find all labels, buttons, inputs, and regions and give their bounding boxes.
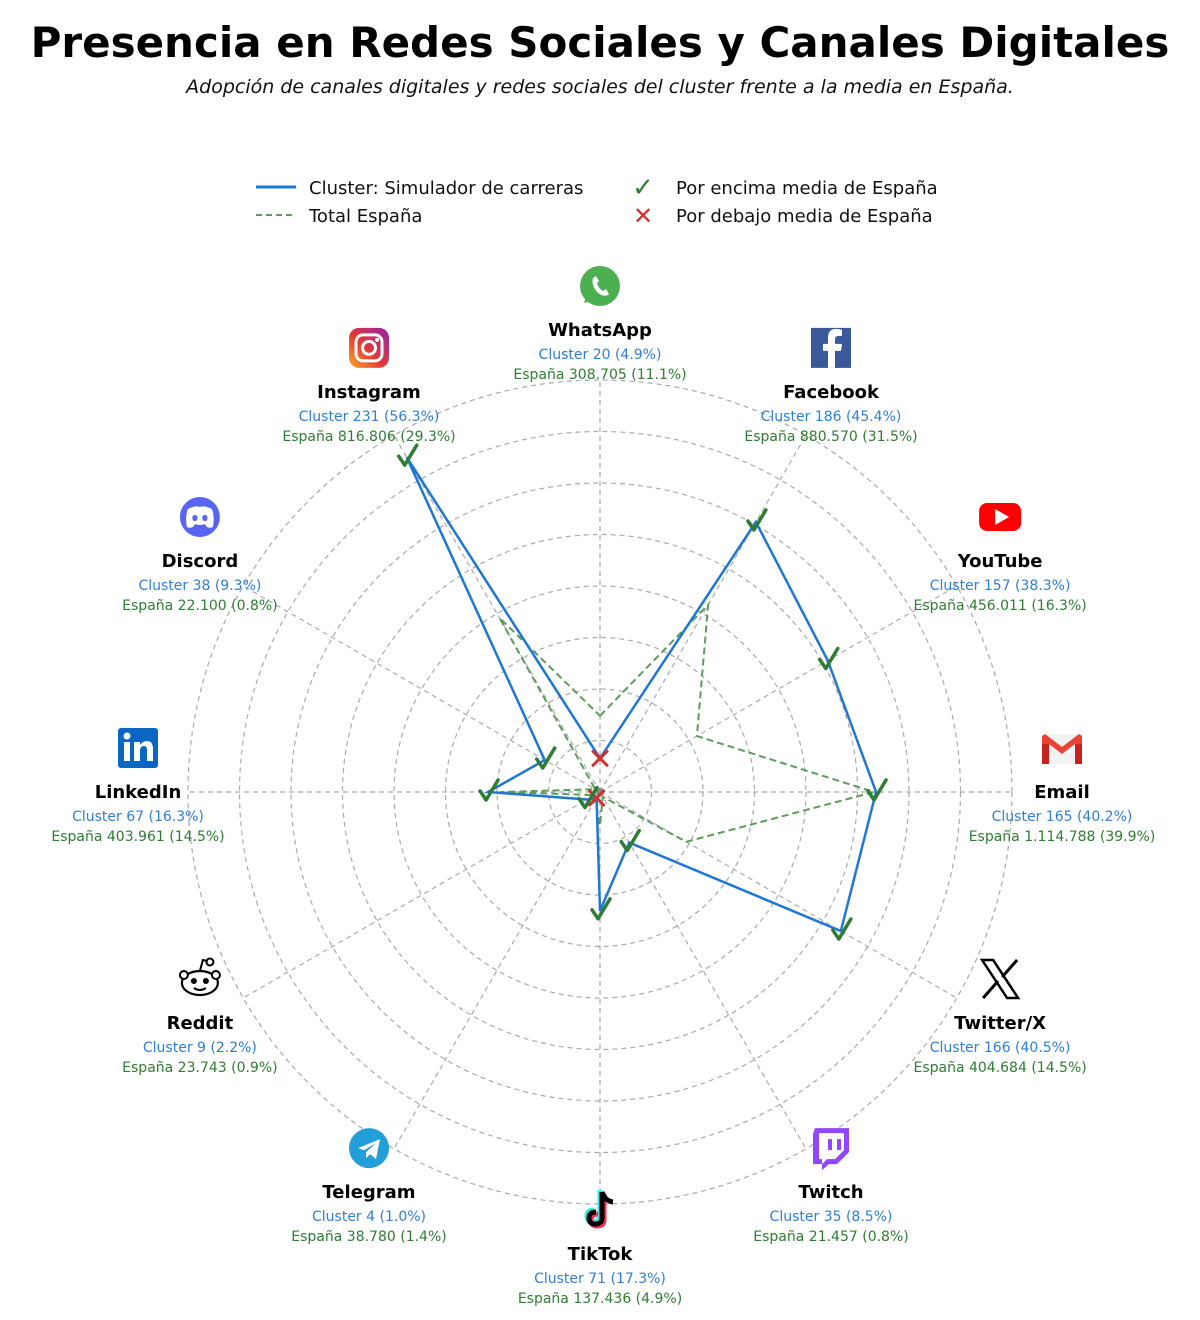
category-label-whatsapp: WhatsApp [548, 320, 652, 341]
espana-value-email: España 1.114.788 (39.9%) [968, 829, 1156, 845]
espana-value-whatsapp: España 308.705 (11.1%) [513, 367, 687, 383]
discord-icon [180, 497, 220, 537]
reddit-icon [180, 959, 220, 996]
legend-check-icon: ✓ [632, 173, 654, 203]
chart-subtitle: Adopción de canales digitales y redes sociales del cluster frente a la media en España. [186, 76, 1014, 98]
cluster-value-tiktok: Cluster 71 (17.3%) [534, 1271, 666, 1287]
espana-value-twitter-x: España 404.684 (14.5%) [913, 1060, 1087, 1076]
cluster-value-reddit: Cluster 9 (2.2%) [142, 1040, 257, 1056]
linkedin-icon [118, 728, 158, 768]
cluster-value-instagram: Cluster 231 (56.3%) [298, 408, 440, 425]
espana-value-twitch: España 21.457 (0.8%) [753, 1229, 909, 1246]
grid-spoke [394, 435, 600, 792]
facebook-icon [811, 328, 851, 368]
grid-spoke [243, 792, 600, 998]
cluster-value-whatsapp: Cluster 20 (4.9%) [538, 347, 662, 363]
cluster-value-facebook: Cluster 186 (45.4%) [760, 408, 902, 425]
cluster-value-twitter-x: Cluster 166 (40.5%) [929, 1040, 1071, 1056]
category-label-instagram: Instagram [317, 381, 421, 403]
radar-grid [188, 380, 1012, 1204]
category-label-email: Email [1034, 782, 1090, 803]
espana-value-facebook: España 880.570 (31.5%) [744, 428, 918, 445]
legend-above-label: Por encima media de España [676, 178, 938, 199]
category-label-telegram: Telegram [322, 1182, 416, 1204]
espana-value-reddit: España 23.743 (0.9%) [122, 1060, 278, 1076]
twitch-icon [813, 1128, 849, 1170]
whatsapp-icon [580, 266, 620, 306]
category-label-reddit: Reddit [166, 1013, 234, 1034]
category-label-twitter-x: Twitter/X [954, 1013, 1047, 1034]
category-labels [51, 266, 1155, 1307]
cluster-value-discord: Cluster 38 (9.3%) [138, 578, 262, 594]
espana-value-linkedin: España 403.961 (14.5%) [51, 829, 225, 845]
category-label-tiktok: TikTok [567, 1244, 633, 1265]
legend [256, 173, 938, 230]
cluster-series [407, 457, 876, 931]
espana-value-tiktok: España 137.436 (4.9%) [517, 1291, 683, 1307]
legend-cross-icon: ✕ [632, 202, 654, 230]
cluster-value-email: Cluster 165 (40.2%) [991, 809, 1133, 825]
cluster-value-telegram: Cluster 4 (1.0%) [312, 1209, 426, 1226]
grid-spoke [600, 586, 957, 792]
youtube-icon [979, 503, 1021, 531]
x-icon [982, 960, 1018, 998]
category-label-linkedin: LinkedIn [94, 782, 182, 803]
cluster-value-linkedin: Cluster 67 (16.3%) [72, 809, 204, 825]
grid-spoke [600, 792, 957, 998]
grid-spoke [394, 792, 600, 1149]
legend-cluster-label: Cluster: Simulador de carreras [309, 178, 584, 199]
espana-value-telegram: España 38.780 (1.4%) [291, 1229, 447, 1246]
check-marker-linkedin [480, 780, 498, 800]
legend-below-label: Por debajo media de España [676, 206, 933, 227]
espana-value-discord: España 22.100 (0.8%) [122, 598, 278, 614]
espana-value-instagram: España 816.806 (29.3%) [282, 428, 456, 445]
telegram-icon [349, 1128, 389, 1168]
check-marker-facebook [748, 510, 766, 530]
cluster-line [407, 457, 876, 931]
instagram-icon [349, 328, 389, 368]
gmail-icon [1042, 734, 1082, 764]
category-label-discord: Discord [161, 551, 239, 572]
grid-spoke [600, 435, 806, 792]
espana-value-youtube: España 456.011 (16.3%) [913, 598, 1087, 614]
category-label-twitch: Twitch [798, 1182, 864, 1204]
cluster-value-youtube: Cluster 157 (38.3%) [929, 578, 1071, 594]
category-label-facebook: Facebook [783, 381, 879, 403]
category-label-youtube: YouTube [957, 551, 1043, 572]
tiktok-icon [587, 1190, 613, 1226]
cluster-value-twitch: Cluster 35 (8.5%) [769, 1209, 893, 1226]
legend-espana-label: Total España [309, 206, 423, 227]
chart-title: Presencia en Redes Sociales y Canales Digitales [30, 18, 1170, 67]
